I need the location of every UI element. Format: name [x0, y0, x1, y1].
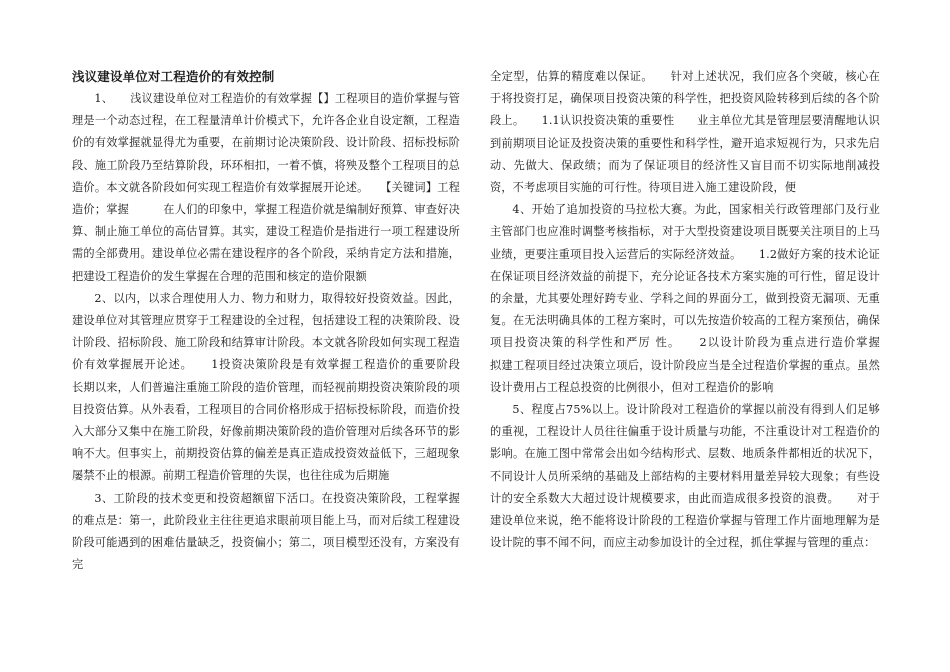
paragraph-3-continued: 全定型，估算的精度难以保证。 针对上述状况，我们应各个突破，核心在于将投资打足，确保项目投资决策的科学性，把投资风险转移到后续的各个阶段上。 1.1认识投资决策的重要性 业主单位尤其是管理层要清醒地认识到前期项目论证及投资决策的重要性和科学性，避开追求短视行为，只求先启动、先做大、保政绩；而为了保证项目的经济性又盲目而不切实际地削减投资，不考虑项目实施的可行性。待项目进入施工建设阶段，便 — [490, 70, 880, 195]
paragraph-3: 3、工阶段的技术变更和投资超额留下活口。在投资决策阶段，工程掌握的难点是：第一，此阶段业主往往更追求眼前项目能上马，而对后续工程建设阶段可能遇到的困难估量缺乏，投资偏小；第二，项目模型还没有，方案没有完 — [72, 491, 460, 572]
left-column — [72, 66, 483, 576]
document-title: 浅议建设单位对工程造价的有效控制 — [72, 69, 275, 84]
right-column — [490, 66, 903, 554]
paragraph-5: 5、程度占75%以上。设计阶段对工程造价的掌握以前没有得到人们足够的重视，工程设计人员往往偏重于设计质量与功能，不注重设计对工程造价的影响。在施工图中常常会出如今结构形式、层数、地质条件都相近的状况下，不同设计人员所采纳的基础及上部结构的主要材料用量差异较大现象；有些设计的安全系数大大超过设计规模要求，由此而造成很多投资的浪费。 对于建设单位来说，绝不能将设计阶段的工程造价掌握与管理工作片面地理解为是设计院的事不闻不问，而应主动参加设计的全过程，抓住掌握与管理的重点： — [490, 403, 880, 550]
paragraph-2: 2、以内，以求合理使用人力、物力和财力，取得较好投资效益。因此，建设单位对其管理应贯穿于工程建设的全过程，包括建设工程的决策阶段、设计阶段、招标阶段、施工阶段和结算审计阶段。本文就各阶段如何实现工程造价有效掌握展开论述。 1投资决策阶段是有效掌握工程造价的重要阶段 长期以来，人们普遍注重施工阶段的造价管理，而轻视前期投资决策阶段的项目投资估算。从外表看，工程项目的合同价格形成于招标投标阶段，而造价投入大部分又集中在施工阶段，好像前期决策阶段的造价管理对后续各环节的影响不大。但事实上，前期投资估算的偏差是真正造成投资效益低下，三超现象屡禁不止的根源。前期工程造价管理的失误，也往往成为后期施 — [72, 291, 483, 483]
paragraph-4: 4、开始了追加投资的马拉松大赛。为此，国家相关行政管理部门及行业主管部门也应准时调整考核指标，对于大型投资建设项目既要关注项目的上马业绩，更要注重项目投入运营后的实际经济效益。 1.2做好方案的技术论证 在保证项目经济效益的前提下，充分论证各技术方案实施的可行性，留足设计的余量，尤其要处理好跨专业、学科之间的界面分工，做到投资无漏项、无重复。在无法明确具体的工程方案时，可以先按造价较高的工程方案预估，确保项目投资决策的科学性和严厉 性。 2以设计阶段为重点进行造价掌握 拟建工程项目经过决策立项后，设计阶段应当是全过程造价掌握的重点。虽然设计费用占工程总投资的比例很小，但对工程造价的影响 — [490, 203, 903, 394]
paragraph-1: 1、 浅议建设单位对工程造价的有效掌握【】工程项目的造价掌握与管理是一个动态过程，在工程量清单计价模式下，允许各企业自设定额，工程造价的有效掌握就显得尤为重要，在前期讨论决策阶段、设计阶段、招标投标阶段、施工阶段乃至结算阶段，环环相扣，一着不慎，将殃及整个工程项目的总造价。本文就各阶段如何实现工程造价有效掌握展开论述。 【关键词】工程造价；掌握 在人们的印象中，掌握工程造价就是编制好预算、审查好决算、制止施工单位的高估冒算。其实，建设工程造价是指进行一项工程建设所需的全部费用。建设单位必需在建设程序的各个阶段，采纳肯定方法和措施，把建设工程造价的发生掌握在合理的范围和核定的造价限额 — [72, 92, 460, 283]
